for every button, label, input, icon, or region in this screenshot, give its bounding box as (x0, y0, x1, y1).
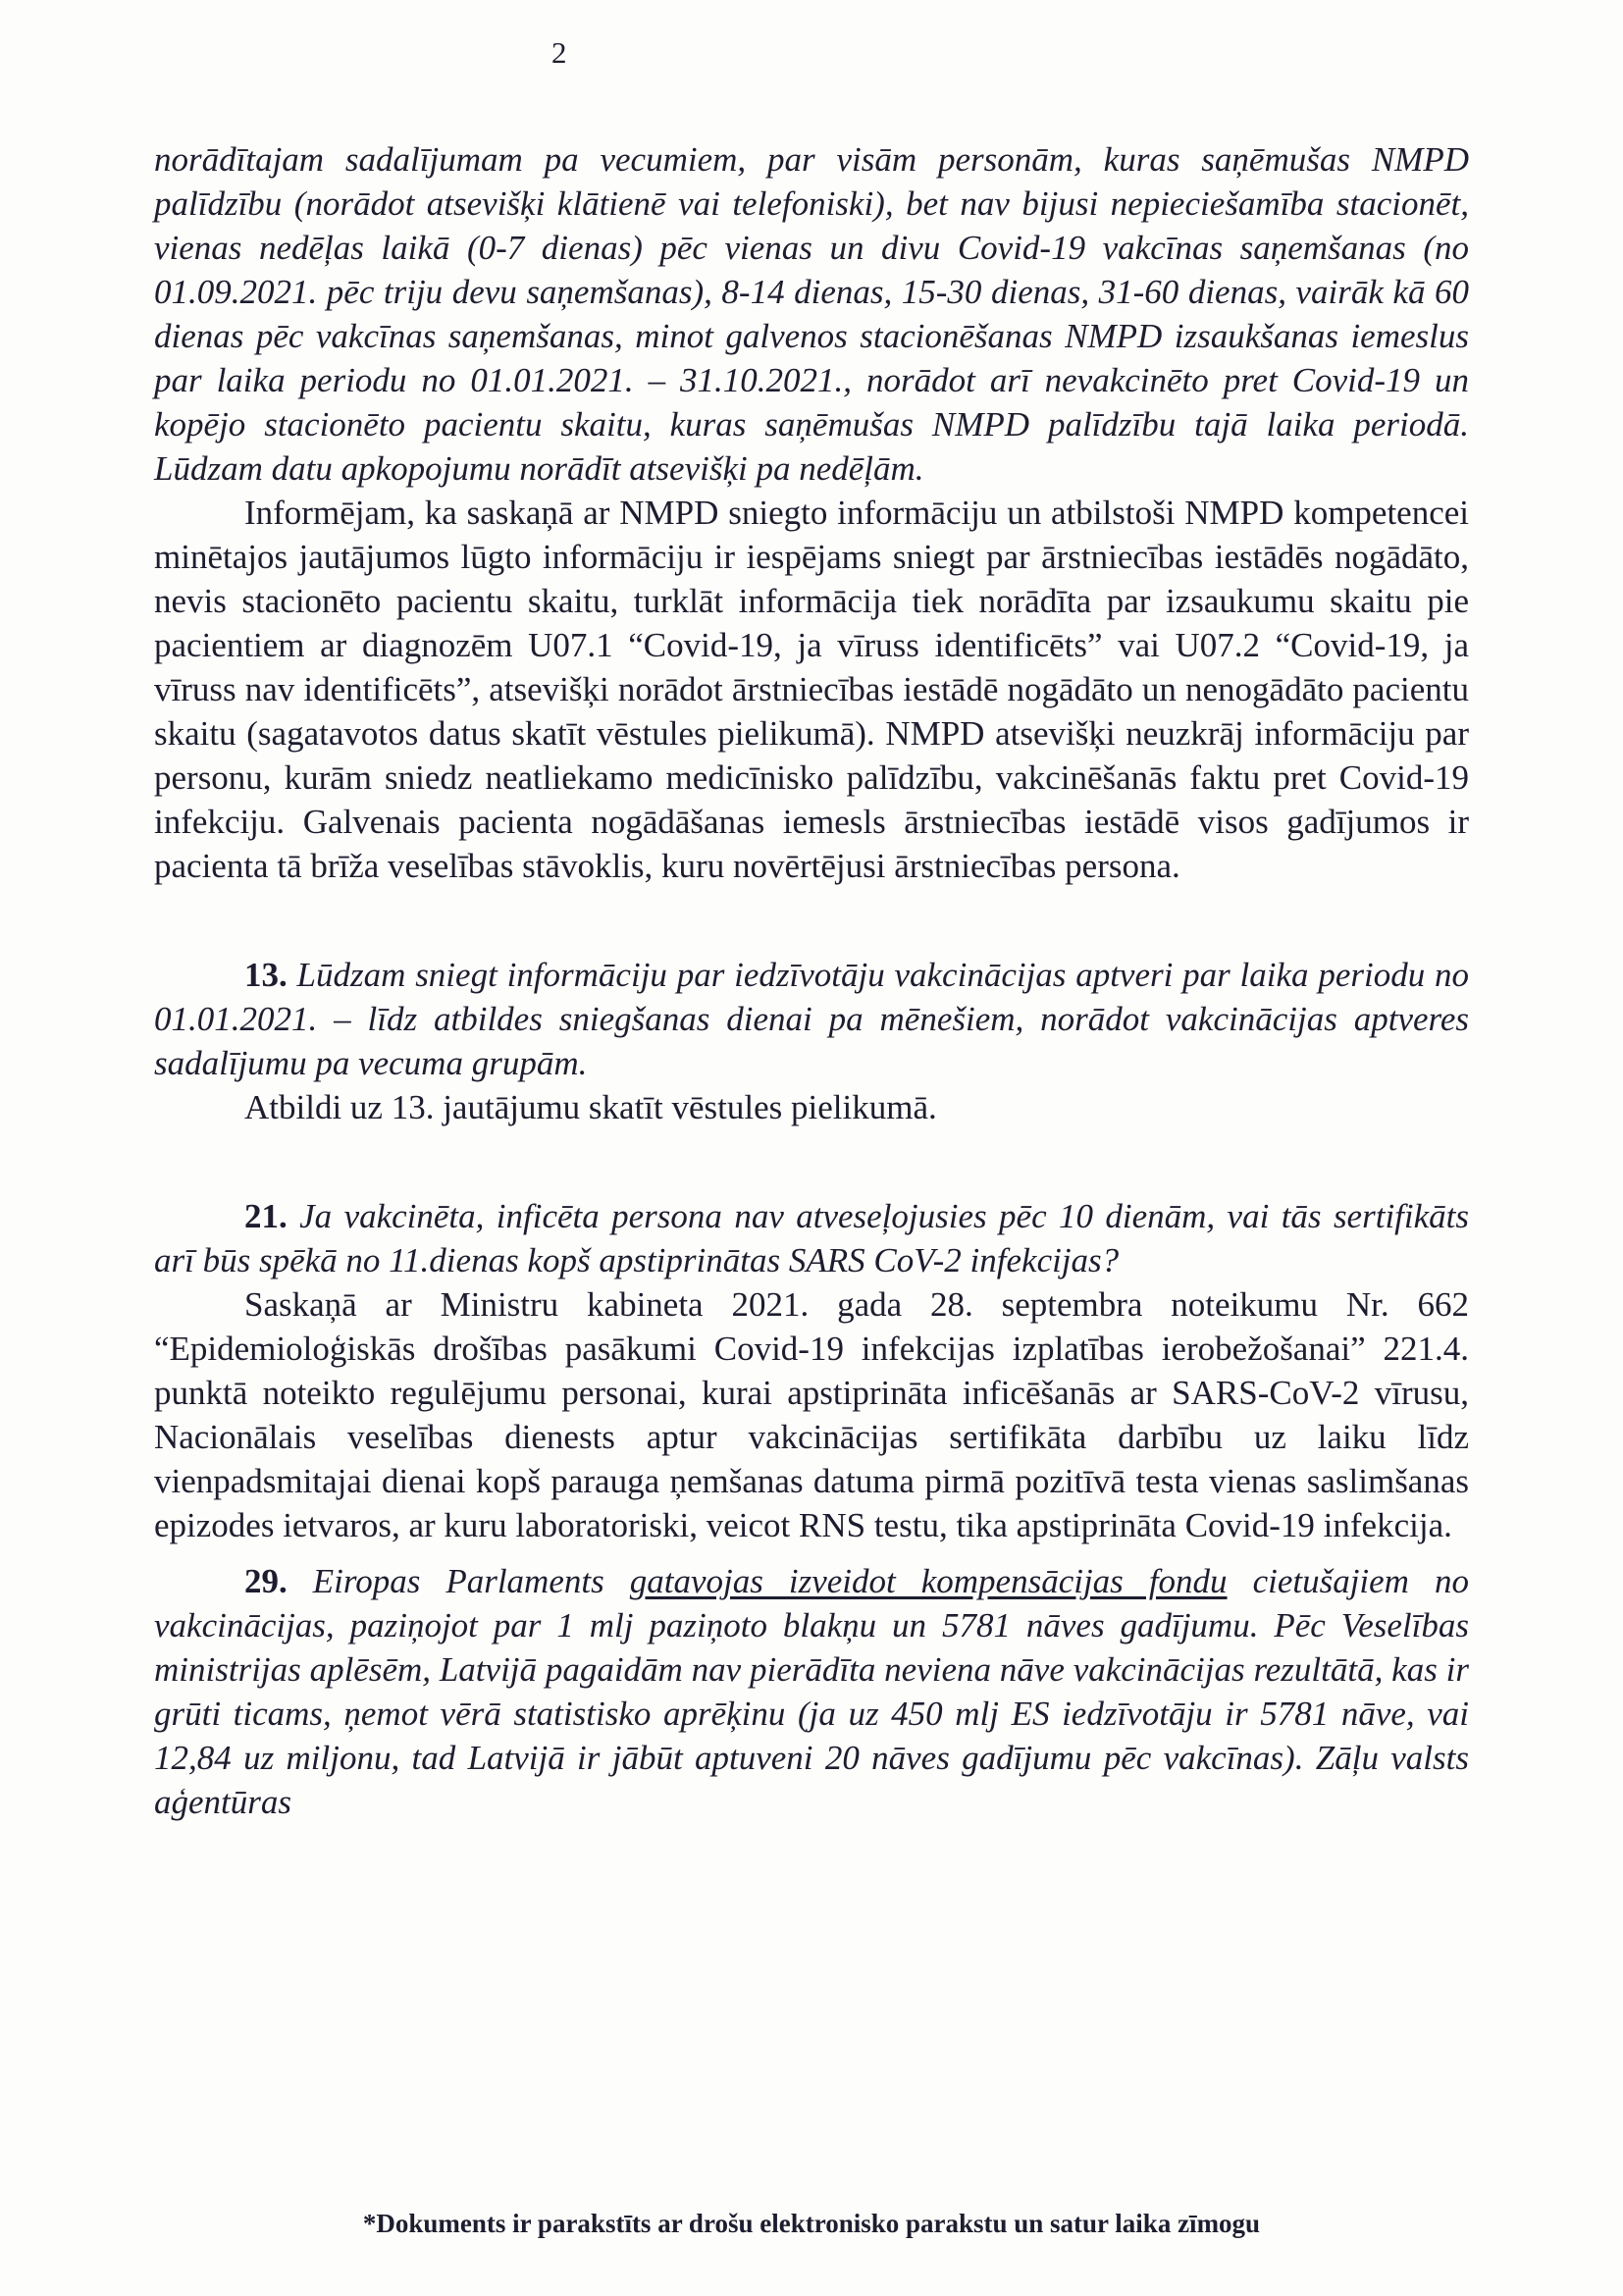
question-21-paragraph (154, 1194, 1469, 1282)
question-13-paragraph (154, 953, 1469, 1085)
paragraph-nmpd-reply: Informējam, ka saskaņā ar NMPD sniegto informāciju un atbilstoši NMPD kompetencei minētajos jautājumos lūgto informāciju ir iespējams sniegt par ārstniecības iestādēs nogādāto, nevis stacionēto pacientu skaitu, turklāt informācija tiek norādīta par izsaukumu skaitu pie pacientiem ar diagnozēm U07.1 “Covid-19, ja vīruss identificēts” vai U07.2 “Covid-19, ja vīruss nav identificēts”, atsevišķi norādot ārstniecības iestādē nogādāto un nenogādāto pacientu skaitu (sagatavotos datus skatīt vēstules pielikumā). NMPD atsevišķi neuzkrāj informāciju par personu, kurām sniedz neatliekamo medicīnisko palīdzību, vakcinēšanās faktu pret Covid-19 infekciju. Galvenais pacienta nogādāšanas iemesls ārstniecības iestādē visos gadījumos ir pacienta tā brīža veselības stāvoklis, kuru novērtējusi ārstniecības persona. (154, 494, 1469, 885)
signature-note: *Dokuments ir parakstīts ar drošu elektronisko parakstu un satur laika zīmogu (362, 2209, 1261, 2238)
page-number: 2 (551, 35, 567, 70)
question-29-underlined-phrase: gatavojas izveidot kompensācijas fondu (629, 1562, 1228, 1600)
paragraph-continuation: norādītajam sadalījumam pa vecumiem, par visām personām, kuras saņēmušas NMPD palīdzību (norādot atsevišķi klātienē vai telefoniski), bet nav bijusi nepieciešamība stacionēt, vienas nedēļas laikā (0-7 dienas) pēc vienas un divu Covid-19 vakcīnas saņemšanas (no 01.09.2021. pēc triju devu saņemšanas), 8-14 dienas, 15-30 dienas, 31-60 dienas, vairāk kā 60 dienas pēc vakcīnas saņemšanas, minot galvenos stacionēšanas NMPD izsaukšanas iemeslus par laika periodu no 01.01.2021. – 31.10.2021., norādot arī nevakcinēto pret Covid-19 un kopējo stacionēto pacientu skaitu, kuras saņēmušas NMPD palīdzību tajā laika periodā. Lūdzam datu apkopojumu norādīt atsevišķi pa nedēļām. (154, 140, 1469, 488)
question-21-answer: Saskaņā ar Ministru kabineta 2021. gada 28. septembra noteikumu Nr. 662 “Epidemioloģiskās drošības pasākumi Covid-19 infekcijas izplatības ierobežošanai” 221.4. punktā noteikto regulējumu personai, kurai apstiprināta inficēšanās ar SARS-CoV-2 vīrusu, Nacionālais veselības dienests aptur vakcinācijas sertifikāta darbību uz laiku līdz vienpadsmitajai dienai kopš parauga ņemšanas datuma pirmā pozitīvā testa vienas saslimšanas epizodes ietvaros, ar kuru laboratoriski, veicot RNS testu, tika apstiprināta Covid-19 infekcija. (154, 1285, 1469, 1544)
question-21-text: Ja vakcinēta, inficēta persona nav atveseļojusies pēc 10 dienām, vai tās sertifikāts arī būs spēkā no 11.dienas kopš apstiprinātas SARS CoV-2 infekcijas? (154, 1197, 1469, 1279)
question-21-number: 21. (244, 1197, 288, 1235)
question-29-number: 29. (244, 1562, 288, 1600)
question-13-number: 13. (244, 956, 288, 994)
question-29-intro: Eiropas Parlaments (287, 1562, 630, 1600)
question-13-answer: Atbildi uz 13. jautājumu skatīt vēstules pielikumā. (244, 1088, 937, 1126)
question-13-text: Lūdzam sniegt informāciju par iedzīvotāju vakcinācijas aptveri par laika periodu no 01.01.2021. – līdz atbildes sniegšanas dienai pa mēnešiem, norādot vakcinācijas aptveres sadalījumu pa vecuma grupām. (154, 956, 1469, 1082)
document-content (154, 137, 1469, 1824)
question-29-paragraph (154, 1559, 1469, 1824)
question-29-rest: cietušajiem no vakcinācijas, paziņojot par 1 mlj paziņoto blakņu un 5781 nāves gadījumu. Pēc Veselības ministrijas aplēsēm, Latvijā pagaidām nav pierādīta neviena nāve vakcinācijas rezultātā, kas ir grūti ticams, ņemot vērā statistisko aprēķinu (ja uz 450 mlj ES iedzīvotāju ir 5781 nāve, vai 12,84 uz miljonu, tad Latvijā ir jābūt aptuveni 20 nāves gadījumu pēc vakcīnas). Zāļu valsts aģentūras (154, 1562, 1469, 1821)
